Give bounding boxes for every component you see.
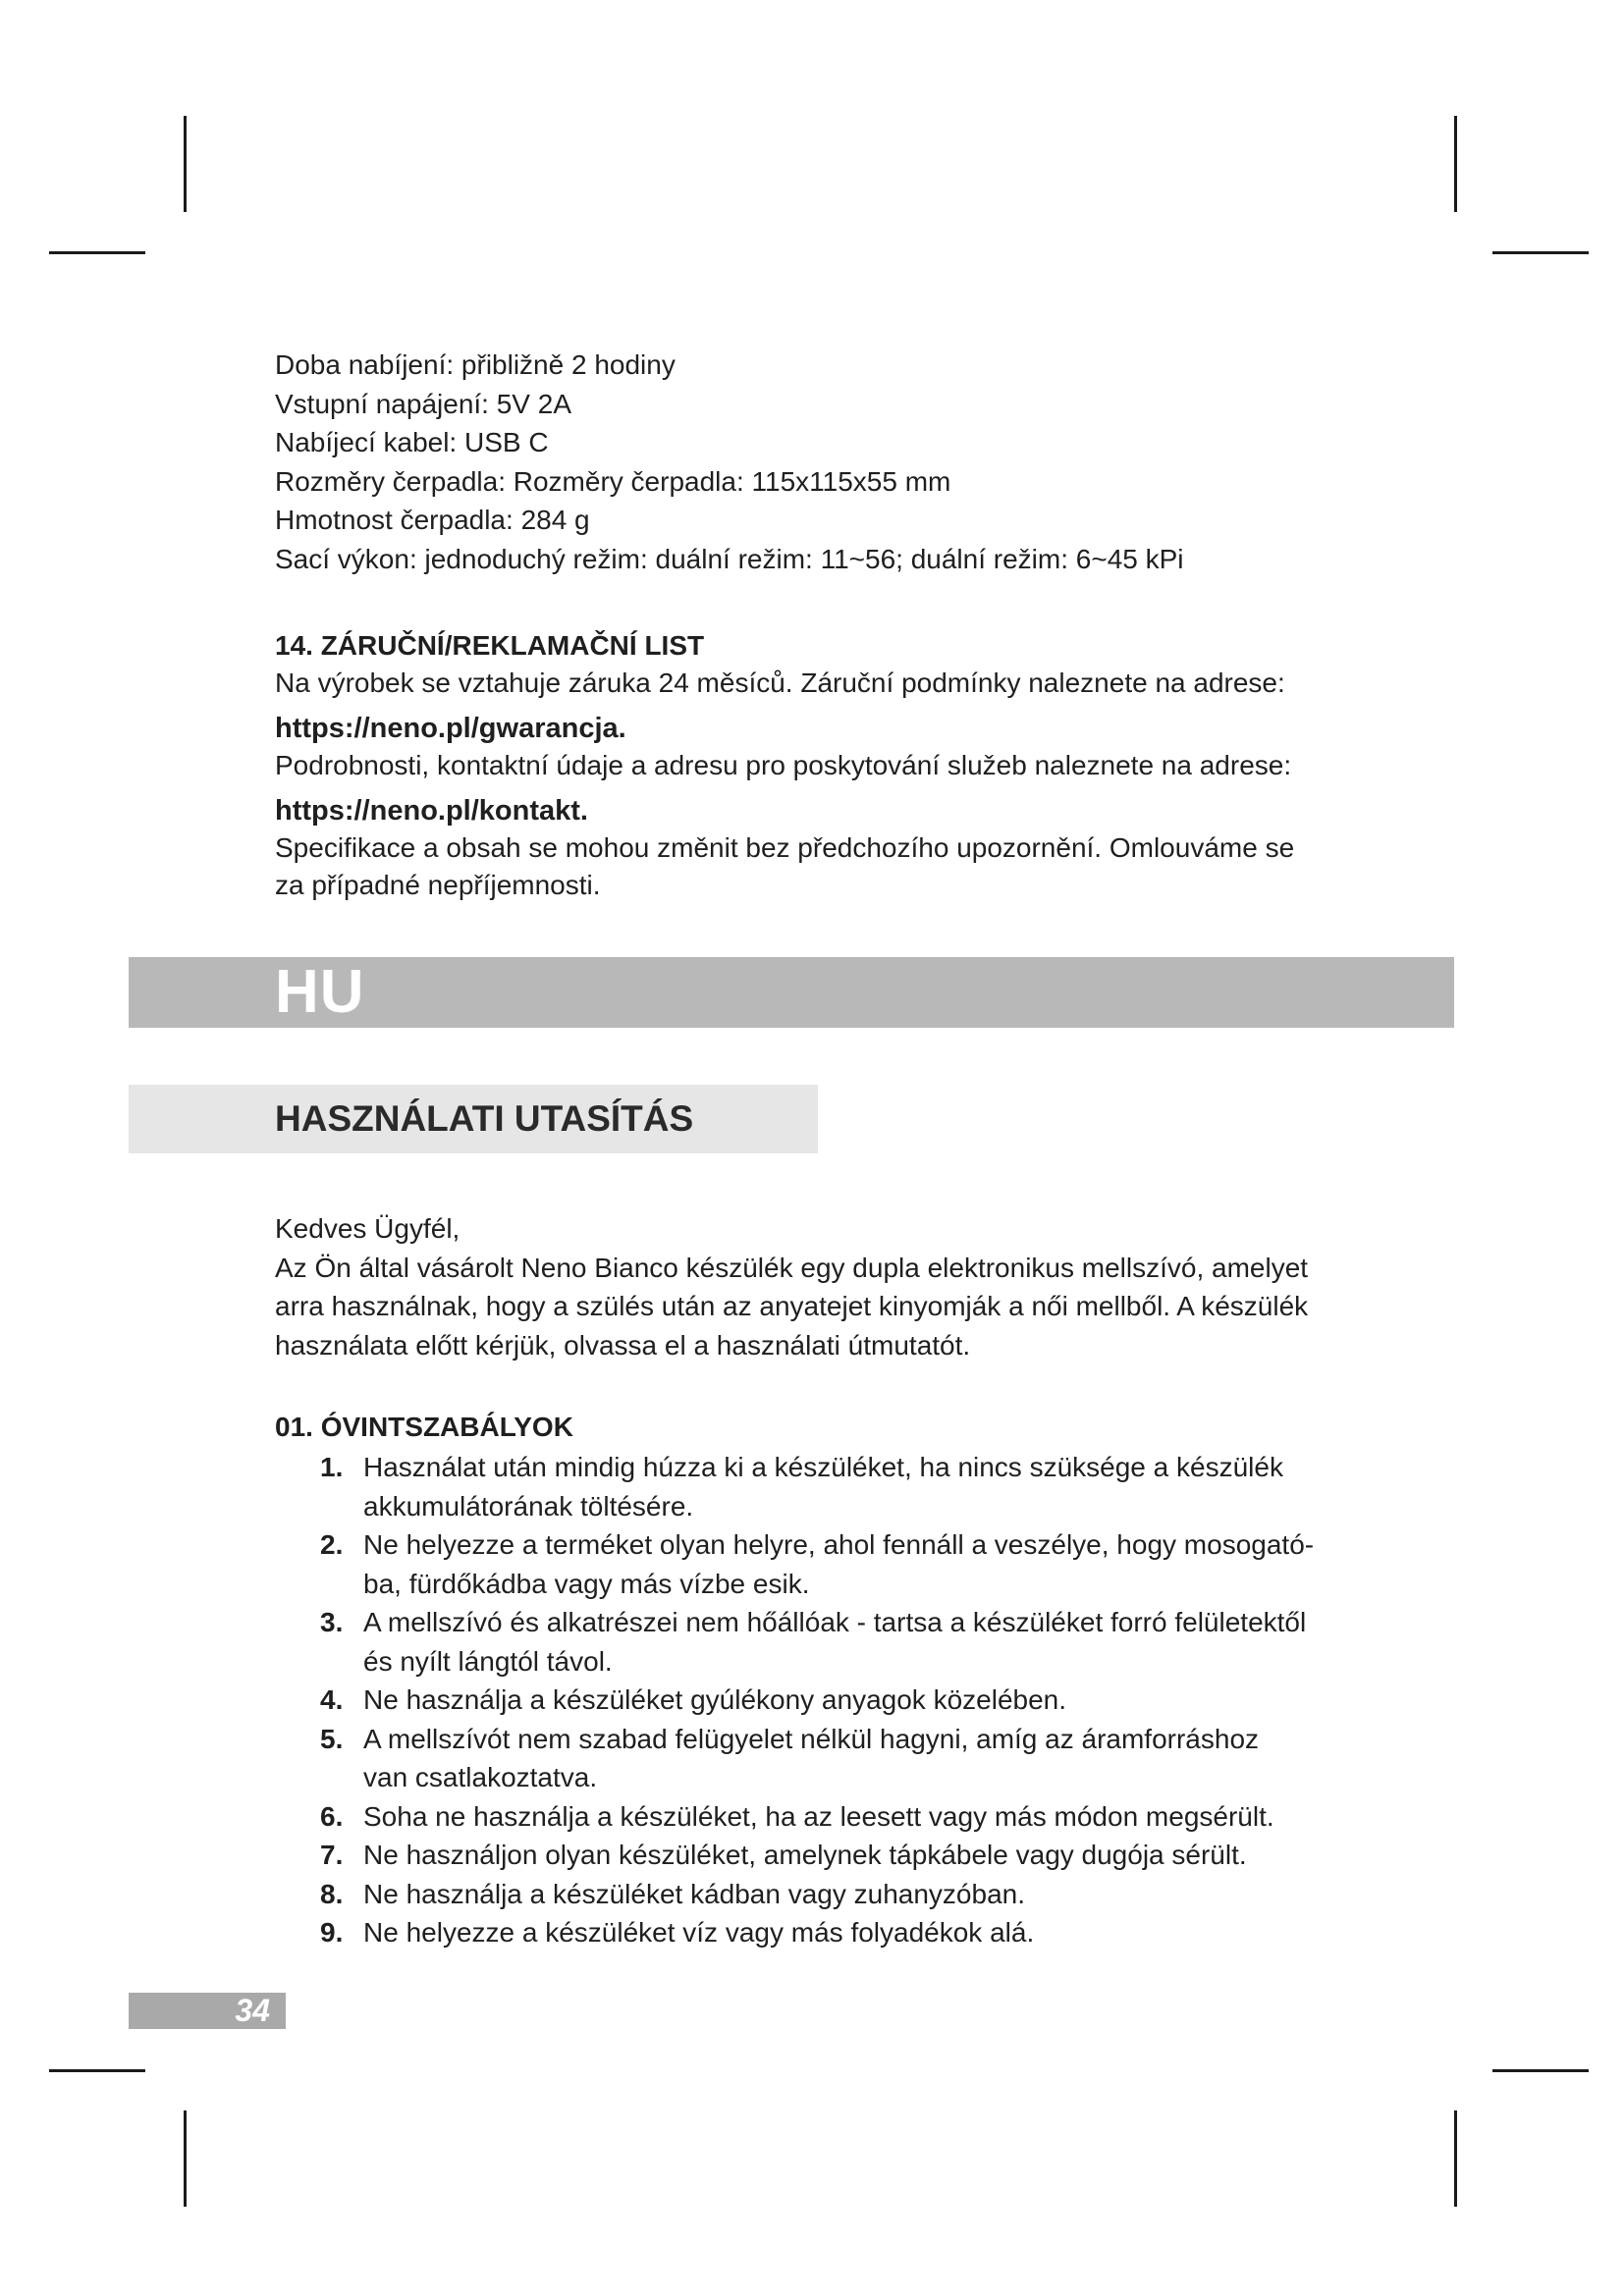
crop-mark-top-right-vertical — [1454, 116, 1457, 212]
list-item-text-continued: akkumulátorának töltésére. — [363, 1490, 694, 1522]
list-item-text: A mellszívót nem szabad felügyelet nélkül hagyni, amíg az áramforráshoz — [363, 1723, 1260, 1754]
list-item — [275, 1448, 1394, 1525]
section-title-banner — [129, 1085, 818, 1153]
language-banner — [129, 957, 1454, 1028]
list-item-number: 5. — [320, 1723, 344, 1754]
list-item-text-continued: van csatlakoztatva. — [363, 1762, 598, 1792]
list-item-text: Ne használja a készüléket gyúlékony anyagok közelében. — [363, 1684, 1067, 1715]
list-item-text: Ne használja a készüléket kádban vagy zuhanyzóban. — [363, 1878, 1025, 1909]
list-item-text-continued: és nyílt lángtól távol. — [363, 1645, 613, 1677]
list-item-number: 4. — [320, 1684, 344, 1715]
specifications-list — [275, 346, 1404, 578]
intro-greeting: Kedves Ügyfél, — [275, 1213, 460, 1244]
language-code: HU — [275, 958, 365, 1026]
crop-mark-top-left-horizontal — [49, 251, 145, 254]
list-item-text: Soha ne használja a készüléket, ha az leesett vagy más módon megsérült. — [363, 1800, 1274, 1832]
list-item-number: 6. — [320, 1800, 344, 1832]
list-item-text-continued: ba, fürdőkádba vagy más vízbe esik. — [363, 1568, 810, 1599]
crop-mark-bottom-left-vertical — [184, 2110, 187, 2207]
list-item-text: Ne használjon olyan készüléket, amelynek tápkábele vagy dugója sérült. — [363, 1840, 1247, 1870]
crop-mark-bottom-right-horizontal — [1492, 2069, 1589, 2072]
spec-input-power: Vstupní napájení: 5V 2A — [275, 388, 571, 419]
list-item — [275, 1913, 1394, 1952]
list-item — [275, 1836, 1394, 1875]
spec-suction-power: Sací výkon: jednoduchý režim: duální režim: 11~56; duální režim: 6~45 kPi — [275, 543, 1184, 574]
crop-mark-bottom-left-horizontal — [49, 2069, 145, 2072]
warranty-text-1: Na výrobek se vztahuje záruka 24 měsíců. Záruční podmínky naleznete na adrese: — [275, 667, 1285, 698]
list-item — [275, 1875, 1394, 1914]
intro-paragraph — [275, 1209, 1384, 1364]
spec-charging-cable: Nabíjecí kabel: USB C — [275, 427, 549, 457]
crop-mark-top-left-vertical — [184, 116, 187, 212]
safety-list — [275, 1448, 1394, 1952]
contact-link[interactable]: https://neno.pl/kontakt. — [275, 795, 588, 827]
list-item-text: A mellszívó és alkatrészei nem hőállóak - tartsa a készüléket forró felületektől — [363, 1607, 1307, 1637]
crop-mark-bottom-right-vertical — [1454, 2110, 1457, 2207]
warranty-text-2: Podrobnosti, kontaktní údaje a adresu pro poskytování služeb naleznete na adrese: — [275, 750, 1292, 780]
safety-section — [275, 1408, 1394, 1952]
page-number-badge — [129, 1993, 286, 2029]
intro-line-2: arra használnak, hogy a szülés után az anyatejet kinyomják a női mellből. A készülék — [275, 1291, 1309, 1321]
page-number: 34 — [235, 1993, 270, 2028]
list-item-number: 8. — [320, 1878, 344, 1909]
warranty-heading: 14. ZÁRUČNÍ/REKLAMAČNÍ LIST — [275, 630, 705, 661]
list-item-text: Ne helyezze a készüléket víz vagy más folyadékok alá. — [363, 1917, 1035, 1948]
spec-charging-time: Doba nabíjení: přibližně 2 hodiny — [275, 349, 676, 380]
list-item — [275, 1797, 1394, 1837]
list-item-text: Használat után mindig húzza ki a készüléket, ha nincs szüksége a készülék — [363, 1452, 1283, 1482]
list-item-number: 9. — [320, 1917, 344, 1948]
list-item — [275, 1603, 1394, 1681]
intro-line-1: Az Ön által vásárolt Neno Bianco készülék egy dupla elektronikus mellszívó, amelyet — [275, 1252, 1309, 1283]
list-item — [275, 1681, 1394, 1720]
warranty-section — [275, 626, 1394, 904]
list-item-number: 3. — [320, 1607, 344, 1637]
warranty-text-3a: Specifikace a obsah se mohou změnit bez předchozího upozornění. Omlouváme se — [275, 832, 1295, 863]
list-item-number: 1. — [320, 1452, 344, 1482]
list-item — [275, 1720, 1394, 1797]
list-item — [275, 1525, 1394, 1603]
crop-mark-top-right-horizontal — [1492, 251, 1589, 254]
safety-heading: 01. ÓVINTSZABÁLYOK — [275, 1412, 573, 1442]
warranty-link[interactable]: https://neno.pl/gwarancja. — [275, 713, 626, 744]
list-item-number: 2. — [320, 1529, 344, 1560]
list-item-number: 7. — [320, 1840, 344, 1870]
list-item-text: Ne helyezze a terméket olyan helyre, ahol fennáll a veszélye, hogy mosogató- — [363, 1529, 1315, 1560]
section-title: HASZNÁLATI UTASÍTÁS — [275, 1098, 694, 1139]
warranty-text-3b: za případné nepříjemnosti. — [275, 870, 601, 900]
spec-pump-weight: Hmotnost čerpadla: 284 g — [275, 505, 590, 535]
intro-line-3: használata előtt kérjük, olvassa el a használati útmutatót. — [275, 1329, 971, 1361]
spec-pump-dimensions: Rozměry čerpadla: Rozměry čerpadla: 115x115x55 mm — [275, 465, 951, 497]
